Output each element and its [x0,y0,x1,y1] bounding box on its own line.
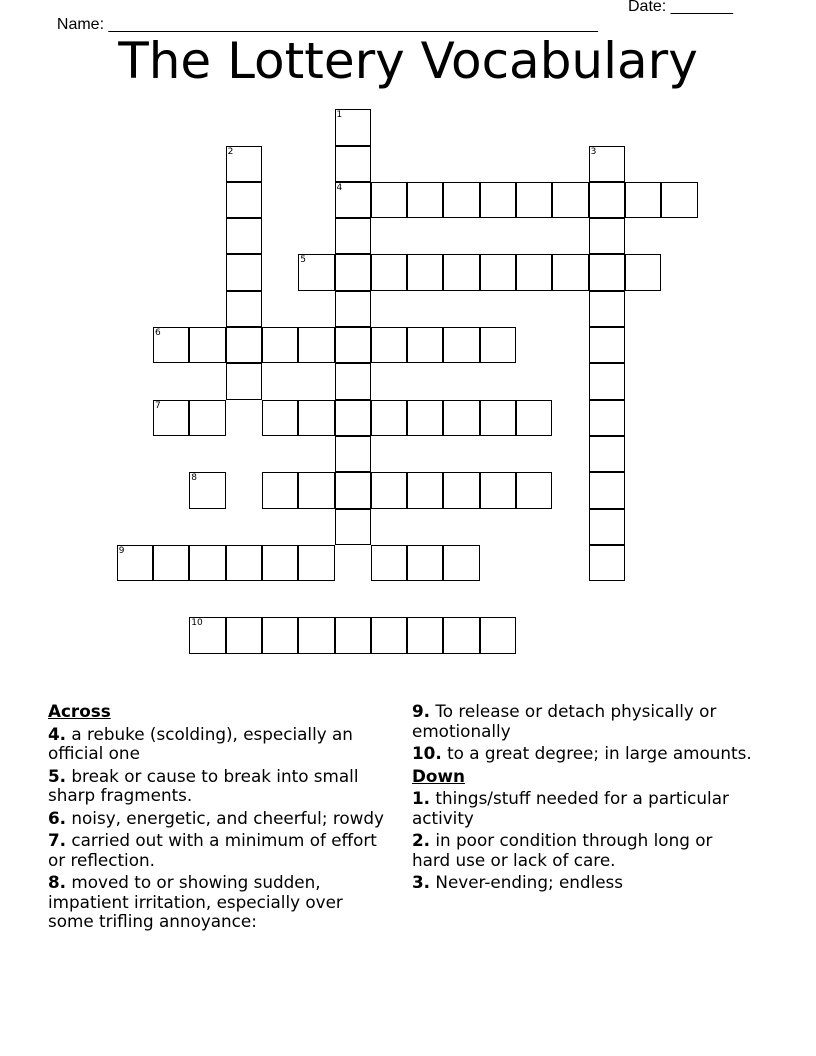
grid-cell[interactable] [117,545,153,581]
grid-cell[interactable] [335,436,371,472]
clue-number: 1. [412,788,431,808]
grid-cell[interactable] [589,545,625,581]
grid-cell[interactable] [480,400,516,436]
down-heading: Down [412,765,465,786]
grid-cell[interactable] [371,400,407,436]
grid-cell[interactable] [480,327,516,363]
grid-cell[interactable] [589,218,625,254]
grid-cell[interactable] [552,254,588,290]
grid-cell[interactable] [335,617,371,653]
grid-cell[interactable] [407,472,443,508]
grid-cell[interactable] [226,327,262,363]
grid-cell[interactable] [262,400,298,436]
grid-cell[interactable] [335,218,371,254]
grid-cell[interactable] [371,182,407,218]
clue-text: moved to or showing sudden, impatient irritation, especially over some trifling annoyance: [48,872,343,931]
grid-cell[interactable] [298,545,334,581]
grid-cell[interactable] [335,509,371,545]
clue-number: 5. [48,765,67,786]
grid-cell[interactable] [480,182,516,218]
clue-across-9 [412,702,752,741]
grid-cell[interactable] [298,327,334,363]
grid-cell[interactable] [226,182,262,218]
clue-across-7 [48,831,388,870]
grid-cell[interactable] [262,545,298,581]
grid-cell[interactable] [443,617,479,653]
grid-cell[interactable] [226,545,262,581]
cell-number: 6 [155,328,161,338]
grid-cell[interactable] [407,182,443,218]
grid-cell[interactable] [153,327,189,363]
clue-across-8 [48,873,388,932]
clue-down-3 [412,873,752,893]
grid-cell[interactable] [407,617,443,653]
grid-cell[interactable] [335,291,371,327]
clue-number: 9. [412,701,431,721]
grid-cell[interactable] [480,617,516,653]
grid-cell[interactable] [226,363,262,399]
grid-cell[interactable] [226,254,262,290]
grid-cell[interactable] [589,182,625,218]
grid-cell[interactable] [371,472,407,508]
clue-text: noisy, energetic, and cheerful; rowdy [66,807,384,828]
page-title: The Lottery Vocabulary [118,32,698,90]
grid-cell[interactable] [189,327,225,363]
cell-number: 9 [118,545,125,556]
grid-cell[interactable] [407,254,443,290]
grid-cell[interactable] [189,472,225,508]
grid-cell[interactable] [443,182,479,218]
grid-cell[interactable] [443,545,479,581]
clue-number: 8. [48,872,67,892]
grid-cell[interactable] [262,472,298,508]
grid-cell[interactable] [516,182,552,218]
grid-cell[interactable] [589,400,625,436]
grid-cell[interactable] [589,291,625,327]
grid-cell[interactable] [371,617,407,653]
grid-cell[interactable] [262,327,298,363]
grid-cell[interactable] [335,182,371,218]
date-field[interactable]: Date: _______ [628,0,733,15]
grid-cell[interactable] [516,254,552,290]
clue-text: carried out with a minimum of effort or reflection. [48,830,377,870]
clue-number: 7. [48,830,67,850]
cell-number: 10 [191,618,203,629]
grid-cell[interactable] [625,254,661,290]
grid-cell[interactable] [226,218,262,254]
grid-cell[interactable] [371,545,407,581]
clue-text: a rebuke (scolding), especially an official one [48,723,353,763]
clue-number: 3. [412,872,431,892]
grid-cell[interactable] [226,146,262,182]
grid-cell[interactable] [298,254,334,290]
grid-cell[interactable] [335,400,371,436]
cell-number: 7 [155,400,161,411]
grid-cell[interactable] [516,472,552,508]
clue-across-5 [48,767,388,806]
clue-text: things/stuff needed for a particular activity [412,788,729,828]
name-field[interactable]: Name: _______________________________________________________ [56,16,598,33]
grid-cell[interactable] [335,363,371,399]
grid-cell[interactable] [407,400,443,436]
across-heading: Across [48,701,111,721]
grid-cell[interactable] [589,146,625,182]
grid-cell[interactable] [443,400,479,436]
cell-number: 3 [590,146,597,157]
clues-left-column [48,702,388,935]
clue-across-10 [412,744,752,764]
cell-number: 1 [336,110,343,121]
clue-down-1 [412,789,752,828]
clue-number: 10. [412,743,442,763]
grid-cell[interactable] [335,327,371,363]
grid-cell[interactable] [335,254,371,290]
clue-number: 4. [48,723,67,744]
cell-number: 5 [300,255,306,266]
grid-cell[interactable] [371,327,407,363]
cell-number: 4 [336,182,343,193]
grid-cell[interactable] [589,327,625,363]
grid-cell[interactable] [298,617,334,653]
grid-cell[interactable] [153,545,189,581]
clues-right-column [412,702,752,896]
grid-cell[interactable] [189,617,225,653]
clue-text: To release or detach physically or emotionally [412,701,717,741]
grid-cell[interactable] [407,545,443,581]
grid-cell[interactable] [552,182,588,218]
grid-cell[interactable] [298,472,334,508]
cell-number: 8 [191,473,198,484]
grid-cell[interactable] [480,254,516,290]
grid-cell[interactable] [443,472,479,508]
grid-cell[interactable] [589,509,625,545]
clue-number: 2. [412,830,431,850]
clue-across-4 [48,725,388,764]
cell-number: 2 [227,146,234,157]
grid-cell[interactable] [443,327,479,363]
grid-cell[interactable] [335,109,371,145]
clue-text: Never-ending; endless [430,872,624,892]
grid-cell[interactable] [371,254,407,290]
grid-cell[interactable] [516,400,552,436]
grid-cell[interactable] [661,182,697,218]
grid-cell[interactable] [443,254,479,290]
clue-text: break or cause to break into small sharp fragments. [48,765,359,805]
grid-cell[interactable] [189,545,225,581]
clue-down-2 [412,831,752,870]
grid-cell[interactable] [589,436,625,472]
grid-cell[interactable] [625,182,661,218]
grid-cell[interactable] [407,327,443,363]
grid-cell[interactable] [189,400,225,436]
grid-cell[interactable] [589,472,625,508]
grid-cell[interactable] [480,472,516,508]
grid-cell[interactable] [335,146,371,182]
grid-cell[interactable] [262,617,298,653]
clue-number: 6. [48,807,67,828]
grid-cell[interactable] [335,472,371,508]
clue-across-6 [48,809,388,829]
clue-text: to a great degree; in large amounts. [441,743,752,763]
grid-cell[interactable] [226,291,262,327]
grid-cell[interactable] [226,617,262,653]
clue-text: in poor condition through long or hard use or lack of care. [412,830,713,870]
grid-cell[interactable] [589,363,625,399]
grid-cell[interactable] [298,400,334,436]
grid-cell[interactable] [589,254,625,290]
grid-cell[interactable] [153,400,189,436]
